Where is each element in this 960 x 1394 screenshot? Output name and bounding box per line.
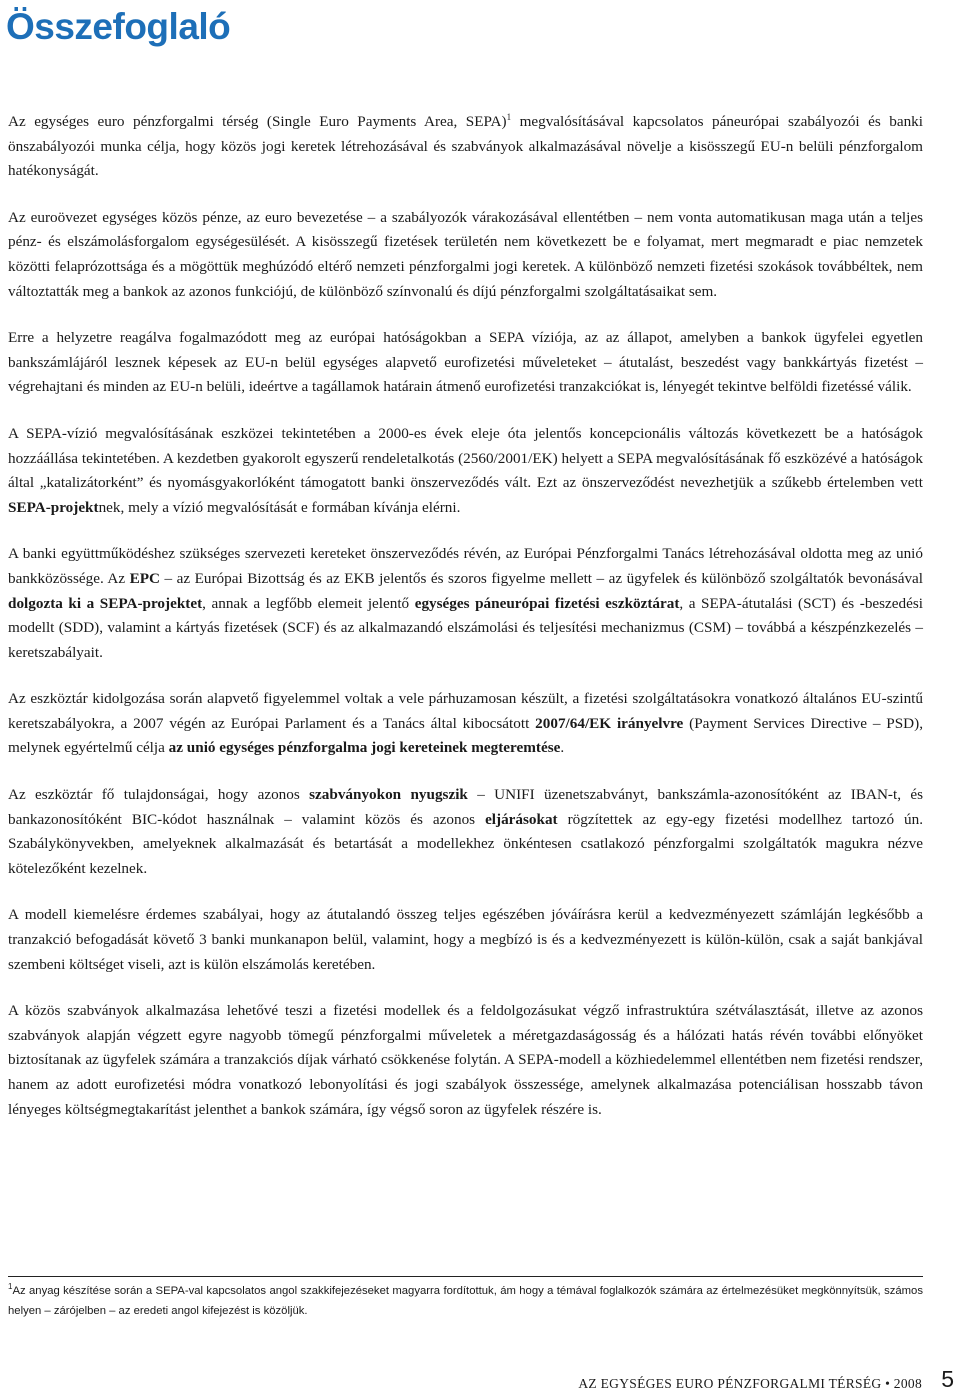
paragraph-6: Az eszköztár kidolgozása során alapvető figyelemmel voltak a vele párhuzamosan készült, a fizetési szolgáltatásokra vonatkozó általános EU-szintű keretszabályokra, a 2007 végén az Európai Parlament és a Tanács által kibocsátott 2007/64/EK irányelvre (Payment Services Directive – PSD), melynek egyértelmű célja az unió egységes pénzforgalma jogi kereteinek megteremtése.: [8, 690, 923, 757]
paragraph-1: Az egységes euro pénzforgalmi térség (Single Euro Payments Area, SEPA)$^1$ megvalósításával kapcsolatos páneurópai szabályozói és banki önszabályozói munka célja, hogy közös jogi keretek létrehozásával és szabványok alkalmazásával növelje a kisösszegű EU-n belüli pénzforgalom hatékonyságát.: [8, 111, 923, 180]
footnote-divider: [8, 1276, 923, 1277]
paragraph-8: A modell kiemelésre érdemes szabályai, hogy az átutalandó összeg teljes egészében jóváírásra kerül a kedvezményezett számláján legkésőbb a tranzakció befogadását követő 3 banki munkanapon belül, valamint, hogy a megbízó is és a kedvezményezett is külön-külön, csak a saját bankjával szembeni költséget viseli, azt is külön elszámolás keretében.: [8, 906, 923, 973]
bold-term: az unió egységes pénzforgalma jogi kereteinek megteremtése: [168, 739, 561, 757]
paragraph-4: A SEPA-vízió megvalósításának eszközei tekintetében a 2000-es évek eleje óta jelentős koncepcionális változás következett be a hatóságok hozzáállása tekintetében. A kezdetben gyakorolt egyszerű rendeletalkotás (2560/2001/EK) helyett a SEPA megvalósításának fő eszközévé a hatóságok által „katalizátorként” és nyomásgyakorlóként támogatott banki önszerveződés vált. Ezt az önszerveződést nevezhetjük a szűkebb értelemben vett SEPA-projektnek, mely a vízió megvalósítását e formában kívánja elérni.: [8, 424, 923, 516]
paragraph-2: Az euroövezet egységes közös pénze, az euro bevezetése – a szabályozók várakozásával ellentétben – nem vonta automatikusan maga után a teljes pénz- és elszámolásforgalom egységesülését. A kisösszegű fizetések területén nem következett be e folyamat, mert megmaradt e piac nemzetek közötti felaprózottsága és a mögöttük meghúzódó eltérő nemzeti pénzforgalmi jogi keretek. A különböző nemzeti fizetési szokások továbbéltek, nem változtatták meg a bankok az azonos funkciójú, de különböző színvonalú és díjú pénzforgalmi szolgáltatásaikat sem.: [8, 208, 923, 300]
footnote-text: Az anyag készítése során a SEPA-val kapcsolatos angol szakkifejezéseket magyarra fordítottuk, ám hogy a témával foglalkozók számára az értelmezésüket megkönnyítsük, számos helyen – zárójelben – az eredeti angol kifejezést is közöljük.: [8, 1285, 923, 1317]
footnote-mark: 1: [8, 1282, 13, 1292]
bold-term: EPC: [129, 569, 161, 587]
bold-term: dolgozta ki a SEPA-projektet: [8, 594, 203, 612]
bold-term: szabványokon nyugszik: [309, 786, 468, 804]
footnote-reference[interactable]: 1: [506, 111, 512, 122]
bold-term: SEPA-projekt: [8, 498, 99, 516]
paragraph-7: Az eszköztár fő tulajdonságai, hogy azonos szabványokon nyugszik – UNIFI üzenetszabványt, bankszámla-azonosítóként az IBAN-t, és bankazonosítóként BIC-kódot használnak – valamint közös és azonos eljárásokat rögzítettek az egy-egy fizetési modellhez tartozó ún. Szabálykönyvekben, amelyeknek alkalmazását és betartását a modellekhez önkéntesen csatlakozó pénzforgalmi szolgáltatók magukra nézve kötelezőként kezelnek.: [8, 786, 923, 877]
running-footer: AZ EGYSÉGES EURO PÉNZFORGALMI TÉRSÉG • 2008: [578, 1376, 922, 1391]
page-number: 5: [941, 1366, 954, 1392]
page-title: Összefoglaló: [6, 6, 231, 47]
bold-term: egységes páneurópai fizetési eszköztárat: [414, 594, 680, 612]
footnote: [8, 1281, 923, 1321]
bold-term: eljárásokat: [485, 810, 558, 828]
paragraph-5: A banki együttműködéshez szükséges szervezeti kereteket önszerveződés révén, az Európai Pénzforgalmi Tanács létrehozásával oldotta meg az unió bankközössége. Az EPC – az Európai Bizottság és az EKB jelentős és szoros figyelme mellett – az ügyfelek és különböző szolgáltatók bevonásával dolgozta ki a SEPA-projektet, annak a legfőbb elemeit jelentő egységes páneurópai fizetési eszköztárat, a SEPA-átutalási (SCT) és -beszedési modellt (SDD), valamint a kártyás fizetések (SCF) és az alkalmazandó elszámolási és teljesítési mechanizmus (CSM) – továbbá a készpénzkezelés – keretszabályait.: [8, 545, 924, 661]
paragraph-3: Erre a helyzetre reagálva fogalmazódott meg az európai hatóságokban a SEPA víziója, az az állapot, amelyben a bankok ügyfelei egyetlen bankszámlájáról lesznek képesek az EU-n belül egységes alapvető eurofizetési műveleteket – átutalást, beszedést vagy bankkártyás fizetést – végrehajtani és minden az EU-n belüli, ideértve a tagállamok határain átmenő eurofizetési tranzakciókat is, lényegét tekintve belföldi fizetéssé válik.: [8, 329, 923, 396]
body-text: [8, 110, 923, 1144]
bold-term: 2007/64/EK irányelvre: [535, 714, 684, 732]
paragraph-9: A közös szabványok alkalmazása lehetővé teszi a fizetési modellek és a feldolgozásukat végző infrastruktúra szétválasztását, illetve az azonos szabványok alapján végzett egyre nagyobb tömegű pénzforgalmi műveletek a méretgazdaságosság és a hálózati hatás révén további előnyöket biztosítanak az ügyfelek számára a tranzakciós díjak várható csökkenése folytán. A SEPA-modell a közhiedelemmel ellentétben nem fizetési rendszer, hanem az adott eurofizetési módra vonatkozó lebonyolítási és jogi szabályok összessége, amelynek alkalmazása potenciálisan hosszabb távon lényeges költségmegtakarítást jelenthet a bankok számára, így végső soron az ügyfelek részére is.: [8, 1002, 923, 1118]
